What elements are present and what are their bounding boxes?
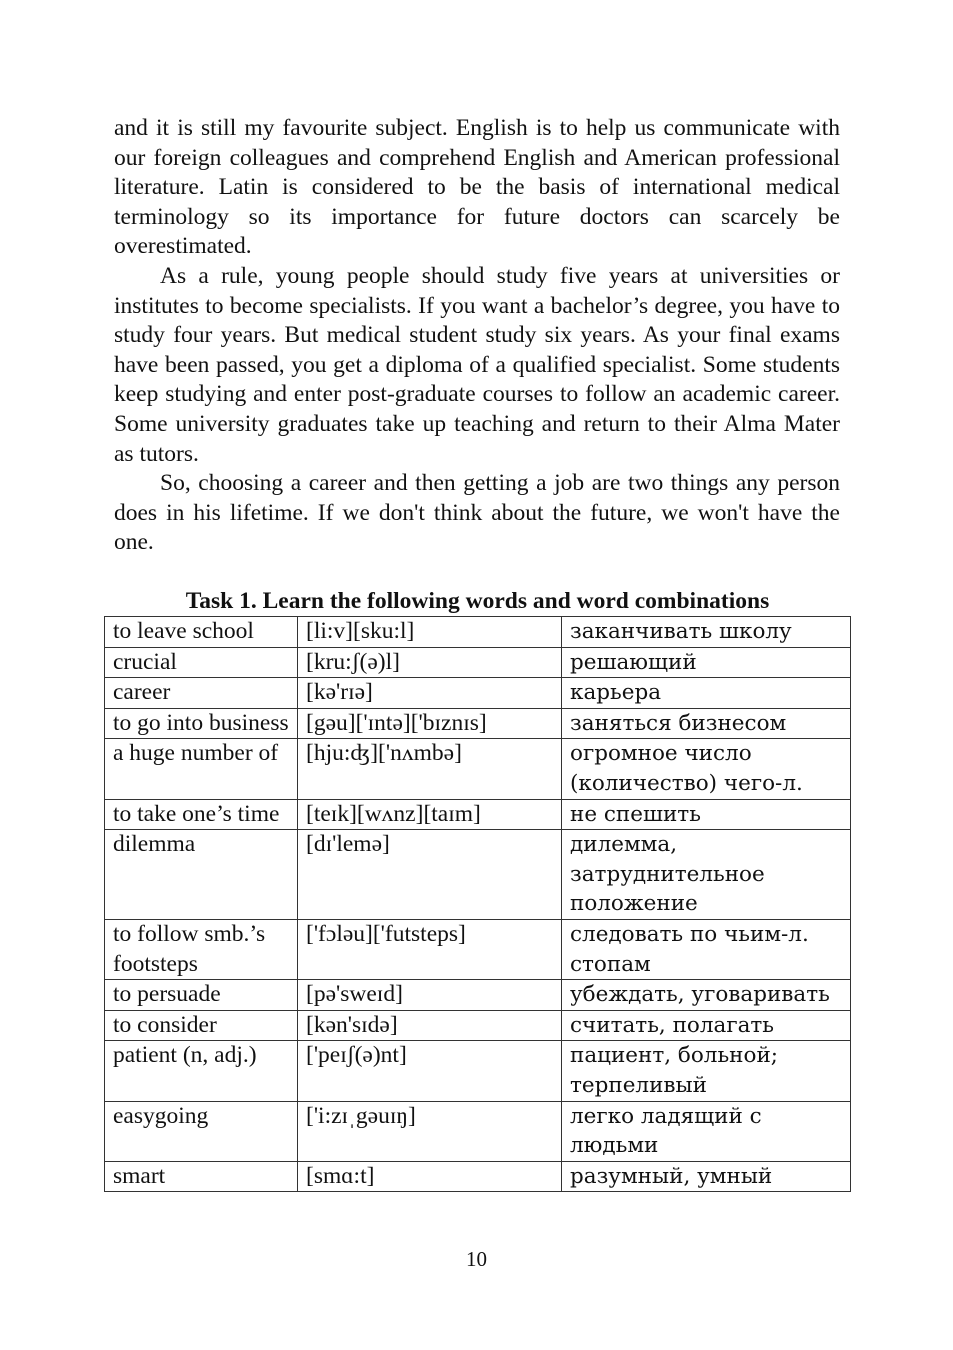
paragraph-2: As a rule, young people should study five years at universities or institutes to become specialists. If you want a bachelor’s degree, you have to study four years. But medical student study six years. As your final exams have been passed, you get a diploma of a qualified specialist. Some students keep studying and enter post-graduate courses to follow an academic career. Some university graduates take up teaching and return to their Alma Mater as tutors. [114, 262, 840, 467]
transcription-cell: [kən'sɪdə] [298, 1010, 562, 1041]
translation-cell: следовать по чьим-л. стопам [562, 919, 851, 979]
transcription-cell: ['i:zɪˌgəuɪŋ] [298, 1101, 562, 1161]
term-cell: to leave school [105, 617, 298, 648]
term-cell: dilemma [105, 830, 298, 920]
table-row [105, 1101, 851, 1161]
term-cell: smart [105, 1161, 298, 1192]
transcription-cell: [li:v][sku:l] [298, 617, 562, 648]
transcription-cell: [kə'rɪə] [298, 678, 562, 709]
transcription-cell: [kru:ʃ(ə)l] [298, 647, 562, 678]
body-text [114, 114, 840, 558]
translation-cell: карьера [562, 678, 851, 709]
page-number: 10 [466, 1247, 487, 1271]
transcription-cell: [dɪ'lemə] [298, 830, 562, 920]
term-cell: patient (n, adj.) [105, 1041, 298, 1101]
term-cell: to follow smb.’s footsteps [105, 919, 298, 979]
term-cell: to persuade [105, 980, 298, 1011]
transcription-cell: [pə'sweɪd] [298, 980, 562, 1011]
term-cell: to take one’s time [105, 799, 298, 830]
translation-cell: решающий [562, 647, 851, 678]
vocabulary-table [104, 616, 851, 1192]
translation-cell: убеждать, уговаривать [562, 980, 851, 1011]
table-row [105, 739, 851, 799]
table-row [105, 1161, 851, 1192]
task-heading: Task 1. Learn the following words and word combinations [185, 588, 770, 614]
transcription-cell: ['peɪʃ(ə)nt] [298, 1041, 562, 1101]
translation-cell: заняться бизнесом [562, 708, 851, 739]
translation-cell: пациент, больной; терпеливый [562, 1041, 851, 1101]
transcription-cell: [hju:ʤ]['nʌmbə] [298, 739, 562, 799]
term-cell: to consider [105, 1010, 298, 1041]
transcription-cell: [smɑ:t] [298, 1161, 562, 1192]
translation-cell: разумный, умный [562, 1161, 851, 1192]
table-row [105, 647, 851, 678]
translation-cell: не спешить [562, 799, 851, 830]
table-row [105, 799, 851, 830]
translation-cell: легко ладящий с людьми [562, 1101, 851, 1161]
transcription-cell: [gəu]['ɪntə]['bɪznɪs] [298, 708, 562, 739]
table-row [105, 830, 851, 920]
translation-cell: огромное число (количество) чего-л. [562, 739, 851, 799]
term-cell: a huge number of [105, 739, 298, 799]
translation-cell: считать, полагать [562, 1010, 851, 1041]
transcription-cell: ['fɔləu]['futsteps] [298, 919, 562, 979]
paragraph-1: and it is still my favourite subject. English is to help us communicate with our foreign colleagues and comprehend English and American professional literature. Latin is considered to be the basis of international medical terminology so its importance for future doctors can scarcely be overestimated. [114, 115, 840, 260]
table-row [105, 1041, 851, 1101]
table-row [105, 617, 851, 648]
table-row [105, 708, 851, 739]
term-cell: easygoing [105, 1101, 298, 1161]
term-cell: crucial [105, 647, 298, 678]
transcription-cell: [teɪk][wʌnz][taɪm] [298, 799, 562, 830]
table-row [105, 919, 851, 979]
translation-cell: дилемма, затруднительное положение [562, 830, 851, 920]
paragraph-3: So, choosing a career and then getting a job are two things any person does in his lifetime. If we don't think about the future, we won't have the one. [114, 470, 840, 556]
term-cell: to go into business [105, 708, 298, 739]
table-row [105, 678, 851, 709]
table-row [105, 1010, 851, 1041]
translation-cell: заканчивать школу [562, 617, 851, 648]
table-row [105, 980, 851, 1011]
term-cell: career [105, 678, 298, 709]
